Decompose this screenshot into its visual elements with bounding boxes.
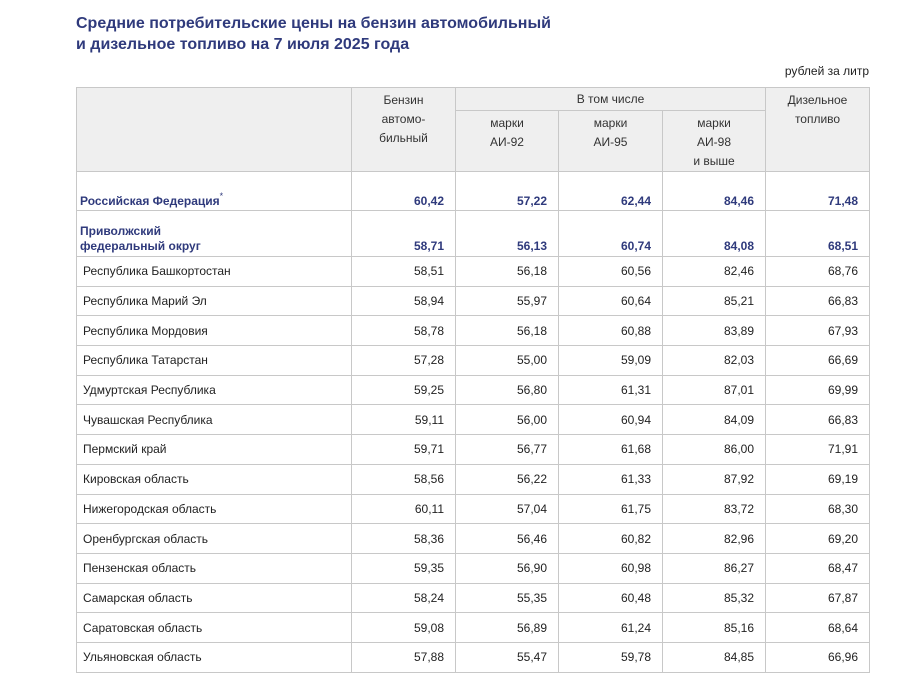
table-row bbox=[77, 346, 870, 376]
ai98-value: 86,27 bbox=[663, 553, 766, 583]
ai98-value: 83,89 bbox=[663, 316, 766, 346]
ai92-value: 56,89 bbox=[456, 613, 559, 643]
ai92-value: 55,35 bbox=[456, 583, 559, 613]
region-header-cell bbox=[77, 88, 352, 172]
diesel-value: 69,20 bbox=[766, 524, 870, 554]
region-name: Удмуртская Республика bbox=[77, 375, 352, 405]
table-row bbox=[77, 642, 870, 672]
diesel-value: 68,64 bbox=[766, 613, 870, 643]
ai98-value: 85,21 bbox=[663, 286, 766, 316]
gasoline-value: 60,42 bbox=[352, 172, 456, 211]
region-name: Нижегородская область bbox=[77, 494, 352, 524]
ai92-value: 56,90 bbox=[456, 553, 559, 583]
units-label: рублей за литр bbox=[784, 64, 869, 78]
gasoline-value: 58,56 bbox=[352, 464, 456, 494]
ai92-header: марки АИ-92 bbox=[456, 111, 559, 172]
gasoline-header: Бензин автомо- бильный bbox=[352, 88, 456, 172]
region-name: Чувашская Республика bbox=[77, 405, 352, 435]
federal-district-row bbox=[77, 211, 870, 257]
ai92-value: 55,97 bbox=[456, 286, 559, 316]
ai92-value: 56,18 bbox=[456, 316, 559, 346]
russian-federation-row bbox=[77, 172, 870, 211]
gasoline-value: 58,94 bbox=[352, 286, 456, 316]
gasoline-value: 59,11 bbox=[352, 405, 456, 435]
gasoline-value: 58,36 bbox=[352, 524, 456, 554]
region-name: Республика Башкортостан bbox=[77, 257, 352, 287]
gasoline-value: 58,78 bbox=[352, 316, 456, 346]
diesel-value: 68,76 bbox=[766, 257, 870, 287]
ai95-value: 61,33 bbox=[559, 464, 663, 494]
ai92-value: 56,00 bbox=[456, 405, 559, 435]
ai92-value: 56,80 bbox=[456, 375, 559, 405]
diesel-header: Дизельное топливо bbox=[766, 88, 870, 172]
diesel-value: 67,93 bbox=[766, 316, 870, 346]
diesel-value: 68,30 bbox=[766, 494, 870, 524]
table-row bbox=[77, 435, 870, 465]
ai92-value: 57,04 bbox=[456, 494, 559, 524]
ai95-value: 59,09 bbox=[559, 346, 663, 376]
region-name: Кировская область bbox=[77, 464, 352, 494]
gasoline-value: 59,71 bbox=[352, 435, 456, 465]
ai95-value: 61,75 bbox=[559, 494, 663, 524]
ai92-value: 57,22 bbox=[456, 172, 559, 211]
ai98-value: 84,46 bbox=[663, 172, 766, 211]
ai95-value: 60,82 bbox=[559, 524, 663, 554]
gasoline-value: 59,35 bbox=[352, 553, 456, 583]
table-row bbox=[77, 286, 870, 316]
ai95-value: 60,88 bbox=[559, 316, 663, 346]
title-line-2: и дизельное топливо на 7 июля 2025 года bbox=[76, 36, 410, 53]
ai95-header: марки АИ-95 bbox=[559, 111, 663, 172]
region-name: Республика Татарстан bbox=[77, 346, 352, 376]
diesel-value: 69,99 bbox=[766, 375, 870, 405]
gasoline-value: 59,25 bbox=[352, 375, 456, 405]
ai98-value: 84,08 bbox=[663, 211, 766, 257]
gasoline-value: 57,28 bbox=[352, 346, 456, 376]
diesel-value: 69,19 bbox=[766, 464, 870, 494]
ai95-value: 60,94 bbox=[559, 405, 663, 435]
region-name: Самарская область bbox=[77, 583, 352, 613]
diesel-value: 71,91 bbox=[766, 435, 870, 465]
diesel-value: 67,87 bbox=[766, 583, 870, 613]
diesel-value: 66,83 bbox=[766, 286, 870, 316]
gasoline-value: 60,11 bbox=[352, 494, 456, 524]
region-name: Ульяновская область bbox=[77, 642, 352, 672]
ai98-value: 83,72 bbox=[663, 494, 766, 524]
region-name: Российская Федерация* bbox=[77, 172, 352, 211]
ai95-value: 60,48 bbox=[559, 583, 663, 613]
ai98-value: 84,85 bbox=[663, 642, 766, 672]
ai95-value: 61,31 bbox=[559, 375, 663, 405]
table-row bbox=[77, 375, 870, 405]
ai98-value: 82,46 bbox=[663, 257, 766, 287]
ai92-value: 55,00 bbox=[456, 346, 559, 376]
diesel-value: 66,96 bbox=[766, 642, 870, 672]
table-row bbox=[77, 405, 870, 435]
including-header: В том числе bbox=[456, 88, 766, 111]
footnote-mark: * bbox=[219, 191, 224, 201]
ai95-value: 60,74 bbox=[559, 211, 663, 257]
diesel-value: 66,69 bbox=[766, 346, 870, 376]
ai98-value: 85,32 bbox=[663, 583, 766, 613]
ai95-value: 61,24 bbox=[559, 613, 663, 643]
ai92-value: 56,46 bbox=[456, 524, 559, 554]
diesel-value: 68,47 bbox=[766, 553, 870, 583]
ai98-value: 82,96 bbox=[663, 524, 766, 554]
gasoline-value: 58,71 bbox=[352, 211, 456, 257]
ai98-header: марки АИ-98 и выше bbox=[663, 111, 766, 172]
gasoline-value: 58,51 bbox=[352, 257, 456, 287]
table-row bbox=[77, 257, 870, 287]
ai92-value: 56,18 bbox=[456, 257, 559, 287]
gasoline-value: 58,24 bbox=[352, 583, 456, 613]
region-name: Приволжский федеральный округ bbox=[77, 211, 352, 257]
ai92-value: 56,13 bbox=[456, 211, 559, 257]
region-name: Республика Мордовия bbox=[77, 316, 352, 346]
ai98-value: 85,16 bbox=[663, 613, 766, 643]
ai98-value: 87,92 bbox=[663, 464, 766, 494]
ai95-value: 60,56 bbox=[559, 257, 663, 287]
ai95-value: 60,64 bbox=[559, 286, 663, 316]
ai98-value: 86,00 bbox=[663, 435, 766, 465]
title-line-1: Средние потребительские цены на бензин автомобильный bbox=[76, 15, 551, 32]
table-row bbox=[77, 494, 870, 524]
ai98-value: 84,09 bbox=[663, 405, 766, 435]
ai92-value: 56,77 bbox=[456, 435, 559, 465]
ai98-value: 82,03 bbox=[663, 346, 766, 376]
ai98-value: 87,01 bbox=[663, 375, 766, 405]
region-name: Республика Марий Эл bbox=[77, 286, 352, 316]
region-name: Саратовская область bbox=[77, 613, 352, 643]
diesel-value: 71,48 bbox=[766, 172, 870, 211]
region-name: Оренбургская область bbox=[77, 524, 352, 554]
ai95-value: 62,44 bbox=[559, 172, 663, 211]
table-row bbox=[77, 316, 870, 346]
table-row bbox=[77, 464, 870, 494]
table-row bbox=[77, 524, 870, 554]
region-name: Пермский край bbox=[77, 435, 352, 465]
table-row bbox=[77, 553, 870, 583]
page-title bbox=[76, 13, 676, 55]
ai95-value: 60,98 bbox=[559, 553, 663, 583]
gasoline-value: 59,08 bbox=[352, 613, 456, 643]
gasoline-value: 57,88 bbox=[352, 642, 456, 672]
fuel-prices-table bbox=[76, 87, 870, 673]
ai95-value: 61,68 bbox=[559, 435, 663, 465]
region-name: Пензенская область bbox=[77, 553, 352, 583]
ai92-value: 56,22 bbox=[456, 464, 559, 494]
ai95-value: 59,78 bbox=[559, 642, 663, 672]
table-row bbox=[77, 583, 870, 613]
table-row bbox=[77, 613, 870, 643]
diesel-value: 68,51 bbox=[766, 211, 870, 257]
ai92-value: 55,47 bbox=[456, 642, 559, 672]
diesel-value: 66,83 bbox=[766, 405, 870, 435]
